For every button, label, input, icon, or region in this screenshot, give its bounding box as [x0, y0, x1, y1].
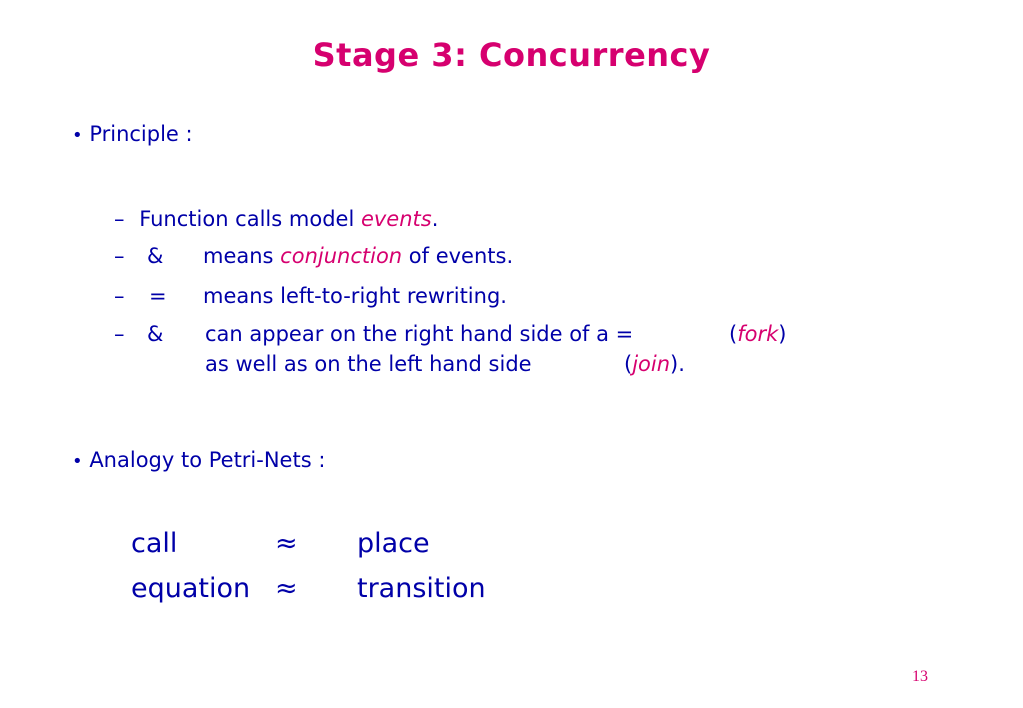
item-emphasis: fork — [737, 322, 779, 346]
item-text: means — [203, 244, 281, 268]
paren-open: ( — [624, 352, 633, 376]
item-symbol: & — [147, 244, 164, 268]
dash: – — [114, 284, 125, 308]
item-after: . — [431, 207, 439, 231]
item-symbol: = — [149, 284, 167, 308]
paren-close: ) — [778, 322, 787, 346]
dash: – — [114, 322, 125, 346]
slide-title: Stage 3: Concurrency — [312, 36, 711, 74]
item-emphasis: events — [360, 207, 432, 231]
bullet-icon: • — [72, 125, 83, 146]
item-emphasis: conjunction — [280, 244, 403, 268]
item-emphasis: join — [632, 352, 671, 376]
analogy-right: transition — [357, 573, 486, 604]
item-symbol: & — [147, 322, 164, 346]
principle-heading — [72, 122, 193, 146]
dash: – — [114, 207, 125, 231]
principle-item-2-text — [203, 244, 513, 268]
bullet-icon: • — [72, 451, 83, 472]
item-text-line2: as well as on the left hand side — [205, 352, 532, 376]
item-text: can appear on the right hand side of a = — [205, 322, 634, 346]
paren-open: ( — [729, 322, 738, 346]
item-text: Function calls model — [139, 207, 361, 231]
page-number: 13 — [912, 668, 928, 685]
approx-symbol: ≈ — [275, 573, 298, 604]
analogy-left: call — [131, 528, 178, 559]
principle-item-1 — [114, 207, 438, 231]
principle-item-2 — [114, 244, 125, 268]
approx-symbol: ≈ — [275, 528, 298, 559]
dash: – — [114, 244, 125, 268]
analogy-right: place — [357, 528, 430, 559]
analogy-heading — [72, 448, 325, 472]
principle-item-3 — [114, 284, 125, 308]
principle-item-4 — [114, 322, 125, 346]
join-label — [624, 352, 685, 376]
analogy-label: Analogy to Petri-Nets : — [89, 448, 326, 472]
analogy-left: equation — [131, 573, 251, 604]
principle-label: Principle : — [89, 122, 193, 146]
paren-close: ). — [670, 352, 685, 376]
item-text: means left-to-right rewriting. — [203, 284, 507, 308]
item-after: of events. — [402, 244, 514, 268]
fork-label — [729, 322, 786, 346]
